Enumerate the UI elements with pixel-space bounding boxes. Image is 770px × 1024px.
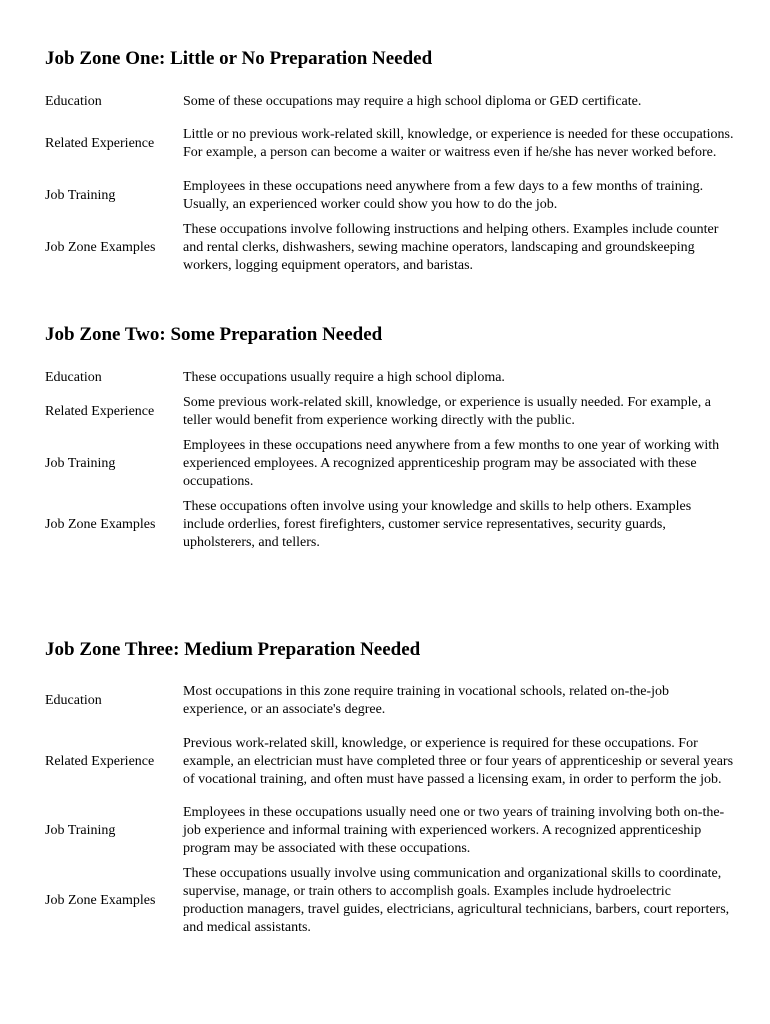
row-label: Job Zone Examples <box>45 517 156 532</box>
zone-title: Job Zone One: Little or No Preparation Needed <box>45 48 433 69</box>
job-zone-examples-row <box>45 865 735 937</box>
zone-title: Job Zone Three: Medium Preparation Needed <box>45 639 421 660</box>
row-text: Some of these occupations may require a high school diploma or GED certificate. <box>183 94 642 109</box>
row-label: Related Experience <box>45 136 155 151</box>
job-zone-one <box>45 47 735 273</box>
row-text: Employees in these occupations need anywhere from a few months to one year of working with experienced employees. A recognized apprenticeship program may be associated with these occupations. <box>183 438 720 489</box>
row-text: These occupations often involve using your knowledge and skills to help others. Examples include orderlies, forest firefighters, customer service representatives, security guards, upholsterers, and tellers. <box>183 499 692 550</box>
related-experience-row <box>45 394 735 430</box>
education-row <box>45 369 735 387</box>
row-text: Most occupations in this zone require training in vocational schools, related on-the-job experience, or an associate's degree. <box>183 684 669 717</box>
job-zone-examples-row <box>45 498 735 552</box>
row-label: Education <box>45 693 102 708</box>
row-text: Previous work-related skill, knowledge, or experience is required for these occupations. For example, an electrician must have completed three or four years of apprenticeship or several years of vocational training, and often must have passed a licensing exam, in order to perform the job. <box>183 736 734 787</box>
related-experience-row <box>45 117 735 171</box>
zone-title: Job Zone Two: Some Preparation Needed <box>45 324 383 345</box>
row-text: These occupations involve following instructions and helping others. Examples include counter and rental clerks, dishwashers, sewing machine operators, landscaping and groundskeeping workers, logging equipment operators, and baristas. <box>183 222 719 273</box>
row-text: Some previous work-related skill, knowledge, or experience is usually needed. For example, a teller would benefit from experience working directly with the public. <box>183 395 711 428</box>
job-zone-two <box>45 323 735 550</box>
row-label: Education <box>45 94 102 109</box>
row-label: Education <box>45 370 102 385</box>
row-label: Related Experience <box>45 404 155 419</box>
job-zone-three <box>45 638 735 935</box>
row-text: Employees in these occupations usually need one or two years of training involving both on-the-job experience and informal training with experienced workers. A recognized apprenticeship program may be associated with these occupations. <box>183 805 725 856</box>
related-experience-row <box>45 726 735 798</box>
row-text: Employees in these occupations need anywhere from a few days to a few months of training. Usually, an experienced worker could show you how to do the job. <box>183 179 704 212</box>
row-label: Job Training <box>45 188 116 203</box>
row-label: Job Training <box>45 456 116 471</box>
job-training-row <box>45 178 735 214</box>
row-text: These occupations usually involve using communication and organizational skills to coordinate, supervise, manage, or train others to accomplish goals. Examples include hydroelectric production managers, travel guides, electricians, agricultural technicians, barbers, court reporters, and medical assistants. <box>183 866 730 935</box>
row-text: These occupations usually require a high school diploma. <box>183 370 505 385</box>
job-training-row <box>45 437 735 491</box>
education-row <box>45 93 735 111</box>
row-text: Little or no previous work-related skill, knowledge, or experience is needed for these occupations. For example, a person can become a waiter or waitress even if he/she has never worked before. <box>183 127 734 160</box>
row-label: Job Zone Examples <box>45 240 156 255</box>
job-training-row <box>45 804 735 858</box>
education-row <box>45 683 735 719</box>
row-label: Job Zone Examples <box>45 893 156 908</box>
row-label: Related Experience <box>45 754 155 769</box>
row-label: Job Training <box>45 823 116 838</box>
job-zone-examples-row <box>45 221 735 275</box>
